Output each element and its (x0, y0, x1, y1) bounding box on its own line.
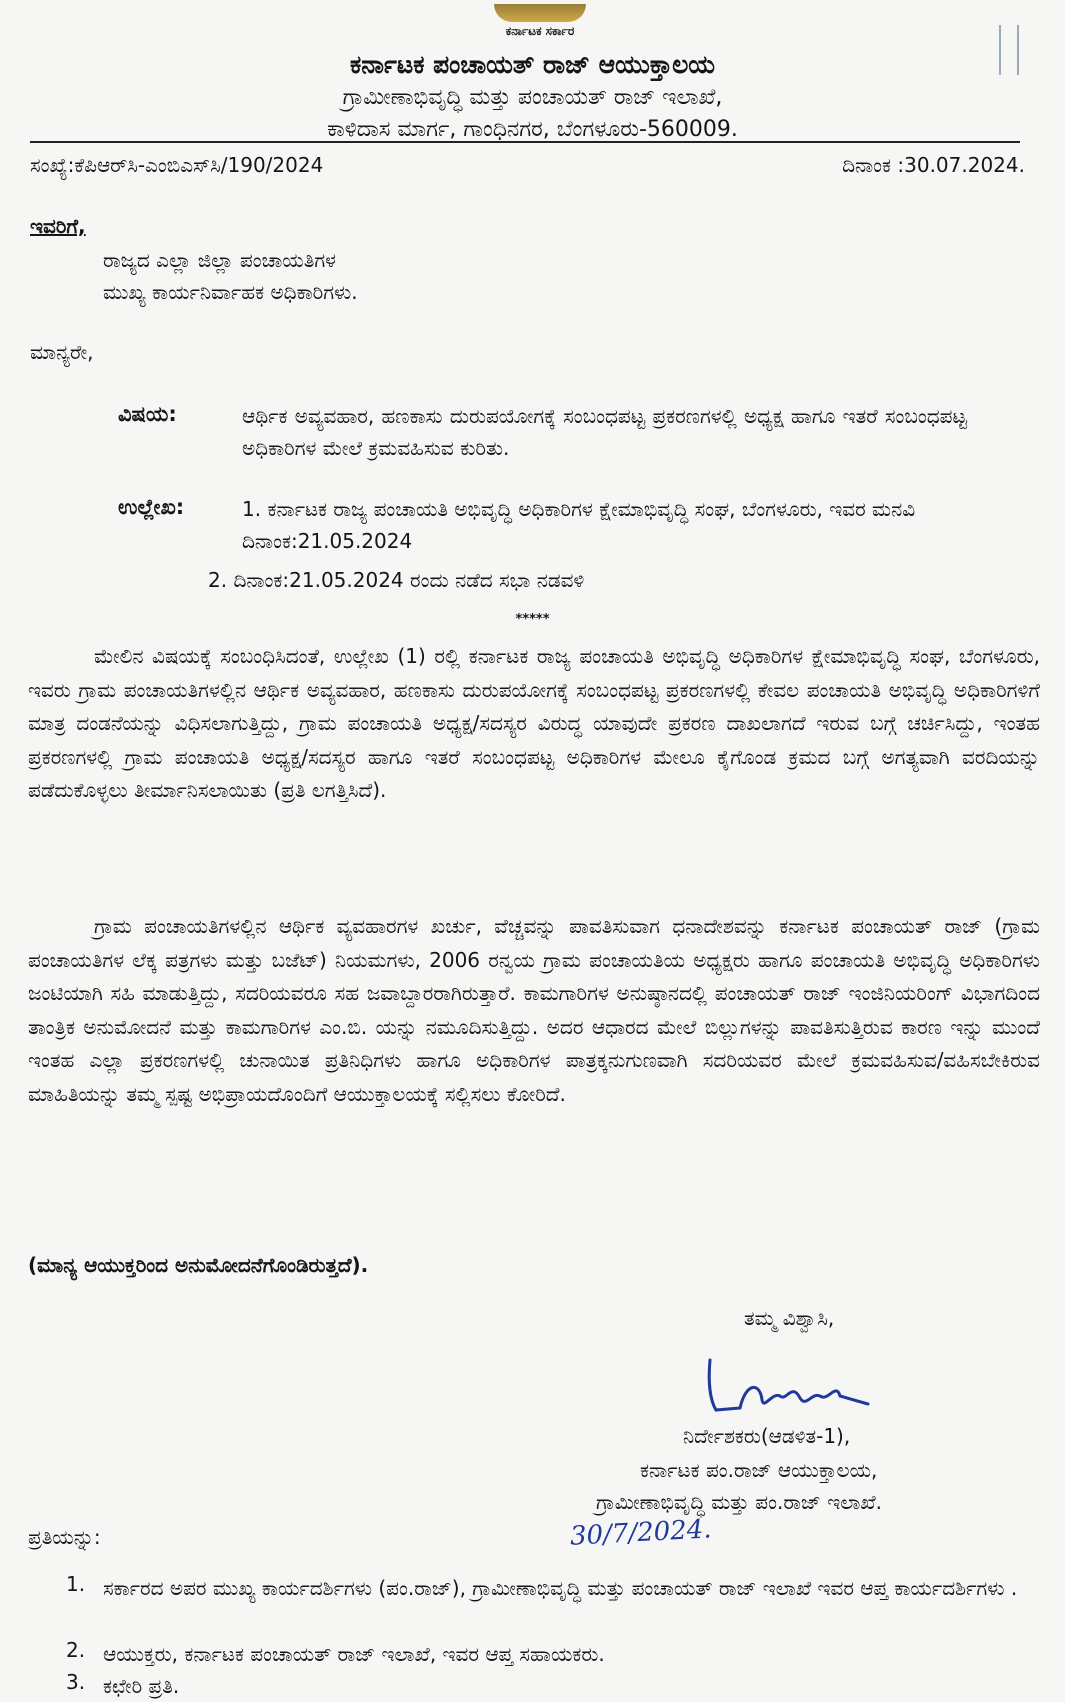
closing-phrase: ತಮ್ಮ ವಿಶ್ವಾಸಿ, (744, 1306, 835, 1330)
body-paragraph-2: ಗ್ರಾಮ ಪಂಚಾಯತಿಗಳಲ್ಲಿನ ಆರ್ಥಿಕ ವ್ಯವಹಾರಗಳ ಖರ್ಚು, ವೆಚ್ಚವನ್ನು ಪಾವತಿಸುವಾಗ ಧನಾದೇಶವನ್ನು ಕರ್ನಾಟಕ ಪಂಚಾಯತ್ ರಾಜ್ (ಗ್ರಾಮ ಪಂಚಾಯತಿಗಳ ಲೆಕ್ಕ ಪತ್ರಗಳು ಮತ್ತು ಬಜೆಟ್) ನಿಯಮಗಳು, 2006 ರನ್ವಯ ಗ್ರಾಮ ಪಂಚಾಯತಿಯ ಅಧ್ಯಕ್ಷರು ಹಾಗೂ ಪಂಚಾಯತಿ ಅಭಿವೃದ್ಧಿ ಅಧಿಕಾರಿಗಳು ಜಂಟಿಯಾಗಿ ಸಹಿ ಮಾಡುತ್ತಿದ್ದು, ಸದರಿಯವರೂ ಸಹ ಜವಾಬ್ದಾರರಾಗಿರುತ್ತಾರೆ. ಕಾಮಗಾರಿಗಳ ಅನುಷ್ಠಾನದಲ್ಲಿ ಪಂಚಾಯತ್ ರಾಜ್ ಇಂಜಿನಿಯರಿಂಗ್ ವಿಭಾಗದಿಂದ ತಾಂತ್ರಿಕ ಅನುಮೋದನೆ ಮತ್ತು ಕಾಮಗಾರಿಗಳ ಎಂ.ಬಿ. ಯನ್ನು ನಮೂದಿಸುತ್ತಿದ್ದು. ಅದರ ಆಧಾರದ ಮೇಲೆ ಬಿಲ್ಲುಗಳನ್ನು ಪಾವತಿಸುತ್ತಿರುವ ಕಾರಣ ಇನ್ನು ಮುಂದೆ ಇಂತಹ ಎಲ್ಲಾ ಪ್ರಕರಣಗಳಲ್ಲಿ ಚುನಾಯಿತ ಪ್ರತಿನಿಧಿಗಳು ಹಾಗೂ ಅಧಿಕಾರಿಗಳ ಪಾತ್ರಕ್ಕನುಗುಣವಾಗಿ ಸದರಿಯವರ ಮೇಲೆ ಕ್ರಮವಹಿಸುವ/ವಹಿಸಬೇಕಿರುವ ಮಾಹಿತಿಯನ್ನು ತಮ್ಮ ಸ್ಪಷ್ಟ ಅಭಿಪ್ರಾಯದೊಂದಿಗೆ ಆಯುಕ್ತಾಲಯಕ್ಕೆ ಸಲ್ಲಿಸಲು ಕೋರಿದೆ. (28, 914, 1040, 1106)
copy-item: ಸರ್ಕಾರದ ಅಪರ ಮುಖ್ಯ ಕಾರ್ಯದರ್ಶಿಗಳು (ಪಂ.ರಾಜ್), ಗ್ರಾಮೀಣಾಭಿವೃದ್ಧಿ ಮತ್ತು ಪಂಚಾಯತ್ ರಾಜ್ ಇಲಾಖೆ ಇವರ ಆಪ್ತ ಕಾರ್ಯದರ್ಶಿಗಳು . (103, 1576, 1018, 1600)
salutation: ಮಾನ್ಯರೇ, (30, 340, 94, 364)
copy-item-number: 1. (66, 1572, 86, 1596)
handwritten-date: 30/7/2024. (569, 1514, 713, 1552)
addressee-label: ಇವರಿಗೆ, (30, 214, 86, 238)
references-label: ಉಲ್ಲೇಖ: (118, 495, 185, 519)
letter-date: ದಿನಾಂಕ :30.07.2024. (842, 153, 1025, 177)
body-paragraph-1: ಮೇಲಿನ ವಿಷಯಕ್ಕೆ ಸಂಬಂಧಿಸಿದಂತೆ, ಉಲ್ಲೇಖ (1) ರಲ್ಲಿ ಕರ್ನಾಟಕ ರಾಜ್ಯ ಪಂಚಾಯತಿ ಅಭಿವೃದ್ಧಿ ಅಧಿಕಾರಿಗಳ ಕ್ಷೇಮಾಭಿವೃದ್ಧಿ ಸಂಘ, ಬೆಂಗಳೂರು, ಇವರು ಗ್ರಾಮ ಪಂಚಾಯತಿಗಳಲ್ಲಿನ ಆರ್ಥಿಕ ಅವ್ಯವಹಾರ, ಹಣಕಾಸು ದುರುಪಯೋಗಕ್ಕೆ ಸಂಬಂಧಪಟ್ಟ ಪ್ರಕರಣಗಳಲ್ಲಿ ಕೇವಲ ಪಂಚಾಯತಿ ಅಭಿವೃದ್ಧಿ ಅಧಿಕಾರಿಗಳಿಗೆ ಮಾತ್ರ ದಂಡನೆಯನ್ನು ವಿಧಿಸಲಾಗುತ್ತಿದ್ದು, ಗ್ರಾಮ ಪಂಚಾಯತಿ ಅಧ್ಯಕ್ಷ/ಸದಸ್ಯರ ವಿರುದ್ಧ ಯಾವುದೇ ಪ್ರಕರಣ ದಾಖಲಾಗದೆ ಇರುವ ಬಗ್ಗೆ ಚರ್ಚಿಸಿದ್ದು, ಇಂತಹ ಪ್ರಕರಣಗಳಲ್ಲಿ ಗ್ರಾಮ ಪಂಚಾಯತಿ ಅಧ್ಯಕ್ಷ/ಸದಸ್ಯರ ಹಾಗೂ ಇತರೆ ಸಂಬಂಧಪಟ್ಟ ಅಧಿಕಾರಿಗಳ ಮೇಲೂ ಕೈಗೊಂಡ ಕ್ರಮದ ಬಗ್ಗೆ ಅಗತ್ಯವಾಗಿ ವರದಿಯನ್ನು ಪಡೆದುಕೊಳ್ಳಲು ತೀರ್ಮಾನಿಸಲಾಯಿತು (ಪ್ರತಿ ಲಗತ್ತಿಸಿದೆ). (28, 644, 1040, 802)
addressee-line-1: ರಾಜ್ಯದ ಎಲ್ಲಾ ಜಿಲ್ಲಾ ಪಂಚಾಯತಿಗಳ (103, 248, 337, 272)
reference-number: ಸಂಖ್ಯೆ:ಕೆಪಿಆರ್‌ಸಿ-ಎಂಬಿಎಸ್‌ಸಿ/190/2024 (30, 153, 324, 177)
margin-mark-icon (970, 20, 1040, 80)
copy-item: ಆಯುಕ್ತರು, ಕರ್ನಾಟಕ ಪಂಚಾಯತ್ ರಾಜ್ ಇಲಾಖೆ, ಇವರ ಆಪ್ತ ಸಹಾಯಕರು. (103, 1642, 605, 1666)
address-line: ಕಾಳಿದಾಸ ಮಾರ್ಗ, ಗಾಂಧಿನಗರ, ಬೆಂಗಳೂರು-560009. (327, 117, 738, 142)
subject-label: ವಿಷಯ: (118, 402, 177, 426)
signature-icon (700, 1352, 880, 1422)
reference-item-1: 1. ಕರ್ನಾಟಕ ರಾಜ್ಯ ಪಂಚಾಯತಿ ಅಭಿವೃದ್ಧಿ ಅಧಿಕಾರಿಗಳ ಕ್ಷೇಮಾಭಿವೃದ್ಧಿ ಸಂಘ, ಬೆಂಗಳೂರು, ಇವರ ಮನವಿ ದಿನಾಂಕ:21.05.2024 (242, 497, 916, 553)
reference-item-2: 2. ದಿನಾಂಕ:21.05.2024 ರಂದು ನಡೆದ ಸಭಾ ನಡವಳಿ (208, 568, 585, 592)
department-line: ಗ್ರಾಮೀಣಾಭಿವೃದ್ಧಿ ಮತ್ತು ಪಂಚಾಯತ್ ರಾಜ್ ಇಲಾಖೆ, (342, 85, 723, 110)
approval-note: (ಮಾನ್ಯ ಆಯುಕ್ತರಿಂದ ಅನುಮೋದನೆಗೊಂಡಿರುತ್ತದೆ). (28, 1253, 369, 1277)
header-divider (30, 141, 1020, 143)
copy-item: ಕಛೇರಿ ಪ್ರತಿ. (103, 1674, 180, 1698)
office-title: ಕರ್ನಾಟಕ ಪಂಚಾಯತ್ ರಾಜ್ ಆಯುಕ್ತಾಲಯ (349, 50, 716, 79)
copy-item-number: 3. (66, 1670, 86, 1694)
addressee-line-2: ಮುಖ್ಯ ಕಾರ್ಯನಿರ್ವಾಹಕ ಅಧಿಕಾರಿಗಳು. (103, 280, 358, 304)
copy-to-label: ಪ್ರತಿಯನ್ನು: (28, 1525, 101, 1549)
signatory-designation: ನಿರ್ದೇಶಕರು(ಆಡಳಿತ-1), (683, 1424, 851, 1448)
govt-caption: ಕರ್ನಾಟಕ ಸರ್ಕಾರ (505, 24, 575, 38)
signatory-office: ಕರ್ನಾಟಕ ಪಂ.ರಾಜ್ ಆಯುಕ್ತಾಲಯ, (640, 1458, 878, 1482)
state-emblem-icon (485, 0, 595, 22)
subject-text: ಆರ್ಥಿಕ ಅವ್ಯವಹಾರ, ಹಣಕಾಸು ದುರುಪಯೋಗಕ್ಕೆ ಸಂಬಂಧಪಟ್ಟ ಪ್ರಕರಣಗಳಲ್ಲಿ ಅಧ್ಯಕ್ಷ ಹಾಗೂ ಇತರೆ ಸಂಬಂಧಪಟ್ಟ ಅಧಿಕಾರಿಗಳ ಮೇಲೆ ಕ್ರಮವಹಿಸುವ ಕುರಿತು. (242, 404, 967, 460)
copy-item-number: 2. (66, 1638, 86, 1662)
signatory-department: ಗ್ರಾಮೀಣಾಭಿವೃದ್ಧಿ ಮತ್ತು ಪಂ.ರಾಜ್ ಇಲಾಖೆ. (596, 1490, 882, 1514)
section-separator: ***** (515, 612, 550, 627)
